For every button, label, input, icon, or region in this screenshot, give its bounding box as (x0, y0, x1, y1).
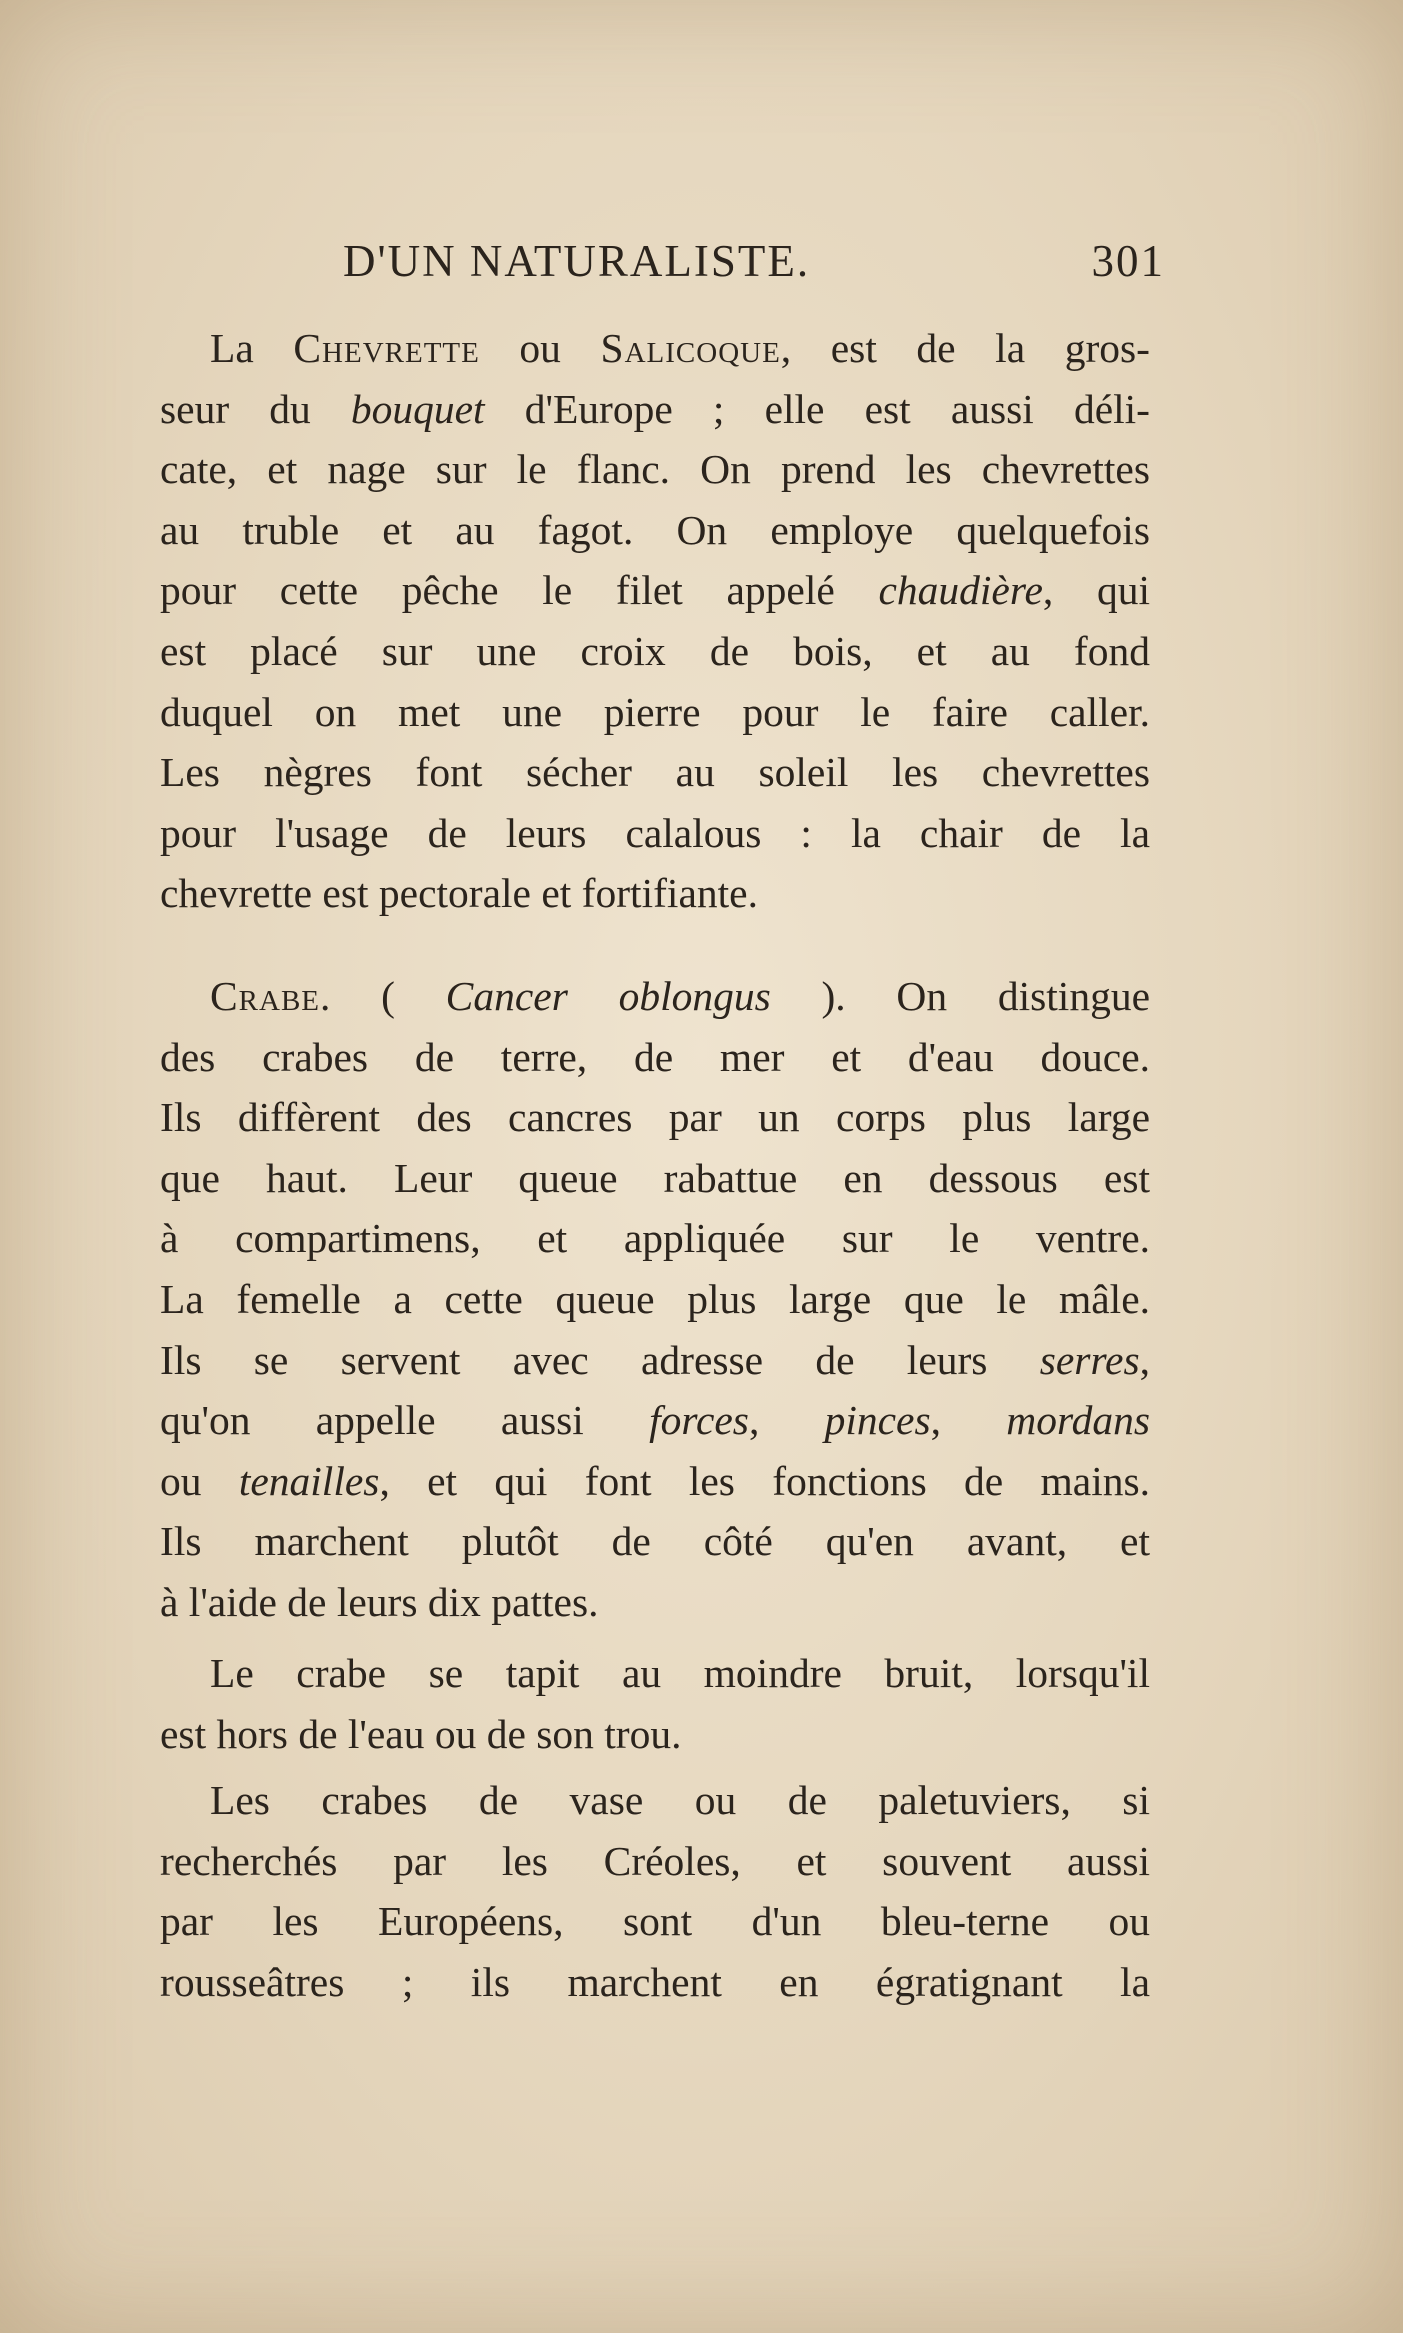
text-line: Les crabes de vase ou de paletuviers, si (210, 1777, 1150, 1823)
paragraph-vase (160, 1770, 1150, 2012)
text-line: pour l'usage de leurs calalous : la chair de la (160, 809, 1150, 856)
text-line: est hors de l'eau ou de son trou. (160, 1710, 682, 1757)
text-line: chevrette est pectorale et fortifiante. (160, 870, 758, 917)
text-line: Le crabe se tapit au moindre bruit, lorsqu'il (210, 1650, 1150, 1696)
text-line: au truble et au fagot. On employe quelquefois (160, 506, 1150, 553)
text-line: est placé sur une croix de bois, et au fond (160, 627, 1150, 674)
text-line: ou tenailles, et qui font les fonctions de mains. (160, 1457, 1150, 1504)
page-number: 301 (1091, 236, 1165, 286)
text-line: seur du bouquet d'Europe ; elle est aussi déli- (160, 385, 1150, 432)
text-line: rousseâtres ; ils marchent en égratignant la (160, 1958, 1150, 2005)
text-line: qu'on appelle aussi forces, pinces, mordans (160, 1397, 1151, 1444)
text-line: duquel on met une pierre pour le faire caller. (160, 688, 1150, 735)
running-header (343, 235, 1165, 295)
text-line: par les Européens, sont d'un bleu-terne ou (160, 1898, 1150, 1945)
text-line: des crabes de terre, de mer et d'eau douce. (160, 1033, 1150, 1080)
text-line: Ils marchent plutôt de côté qu'en avant, et (160, 1518, 1150, 1565)
text-line: Ils se servent avec adresse de leurs serres, (160, 1336, 1150, 1383)
text-line: cate, et nage sur le flanc. On prend les chevrettes (160, 446, 1150, 493)
text-line: recherchés par les Créoles, et souvent aussi (160, 1837, 1150, 1884)
text-line: Crabe. ( Cancer oblongus ). On distingue (210, 973, 1150, 1019)
text-line: à l'aide de leurs dix pattes. (160, 1578, 599, 1625)
paragraph-chevrette (160, 318, 1150, 924)
text-line: à compartimens, et appliquée sur le ventre. (160, 1215, 1150, 1262)
text-line: pour cette pêche le filet appelé chaudière, qui (160, 567, 1151, 614)
text-line: La Chevrette ou Salicoque, est de la gros- (210, 325, 1151, 371)
paragraph-crabe (160, 966, 1150, 1633)
text-line: Ils diffèrent des cancres par un corps plus large (160, 1094, 1150, 1141)
running-title: D'UN NATURALISTE. (343, 236, 811, 286)
text-line: La femelle a cette queue plus large que le mâle. (160, 1275, 1150, 1322)
text-line: Les nègres font sécher au soleil les chevrettes (160, 749, 1150, 796)
text-line: que haut. Leur queue rabattue en dessous est (160, 1154, 1150, 1201)
paragraph-tapit (160, 1643, 1150, 1764)
